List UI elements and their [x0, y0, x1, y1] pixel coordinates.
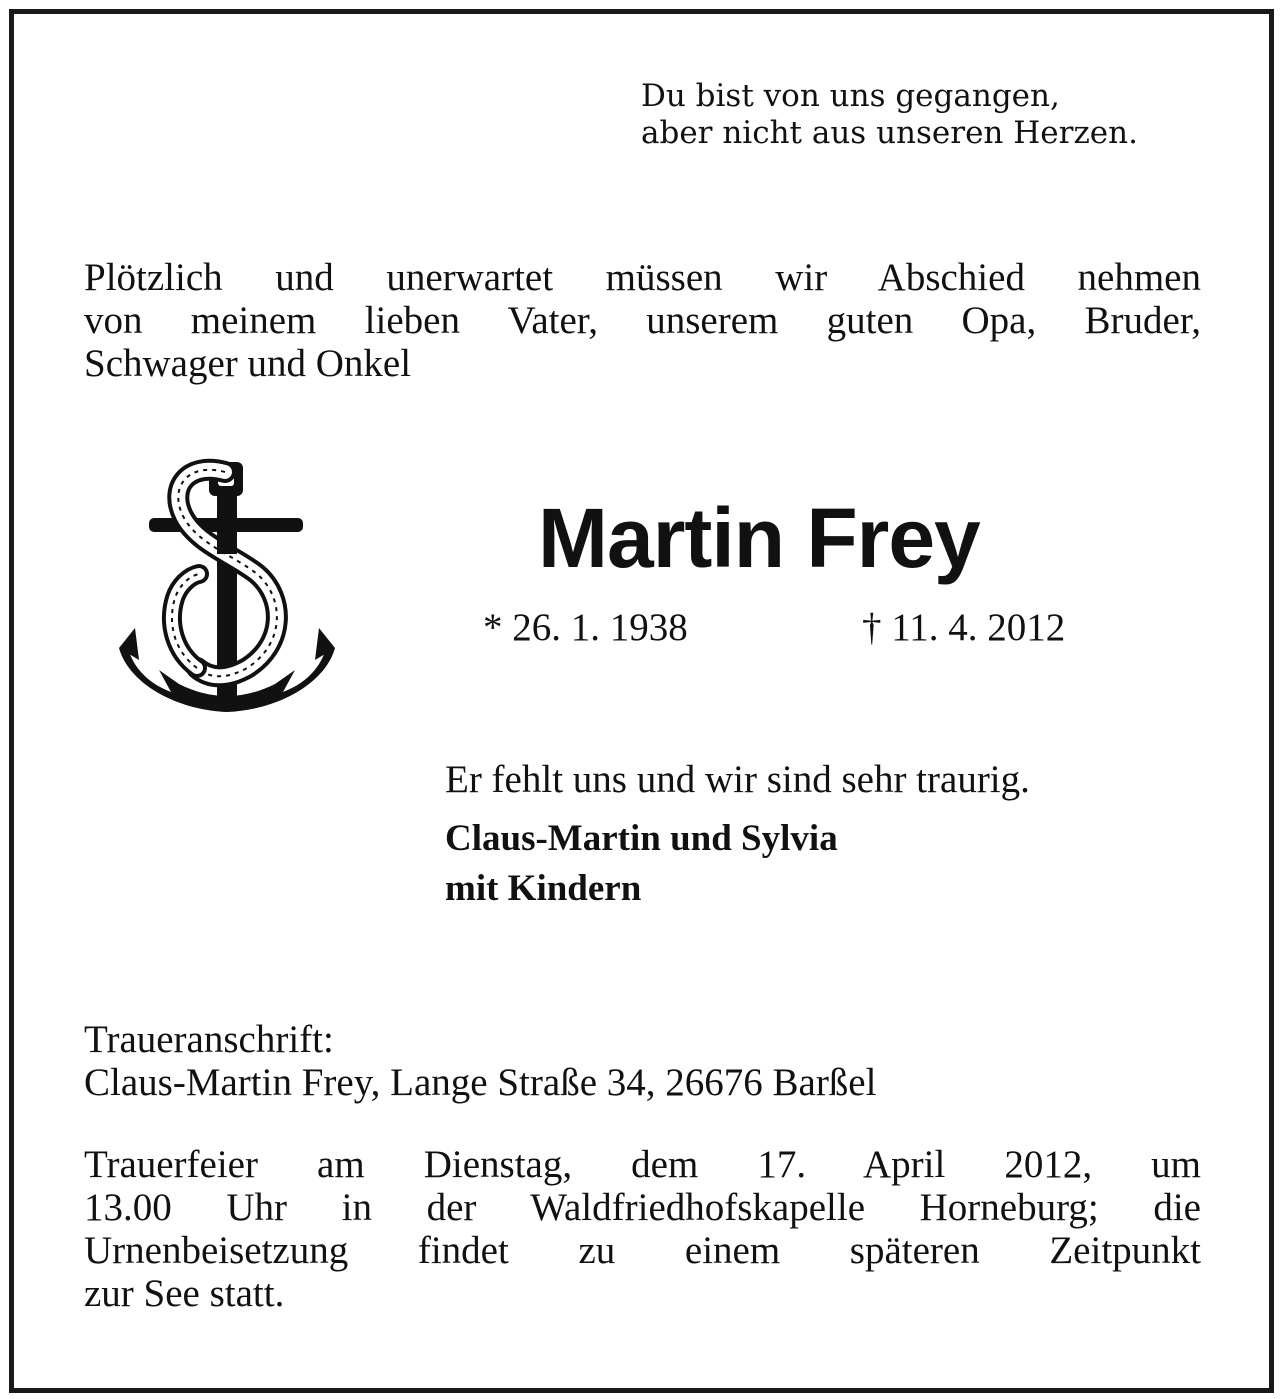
- anchor-with-rope-icon: [117, 448, 339, 720]
- death-date: † 11. 4. 2012: [862, 606, 1066, 649]
- ceremony-line: Trauerfeier am Dienstag, dem 17. April 2012, um: [84, 1143, 1201, 1186]
- intro-line: von meinem lieben Vater, unserem guten Opa, Bruder,: [84, 299, 1201, 342]
- ceremony-line: Urnenbeisetzung findet zu einem späteren Zeitpunkt: [84, 1229, 1201, 1272]
- motto-line: Du bist von uns gegangen,: [641, 78, 1060, 114]
- motto-line: aber nicht aus unseren Herzen.: [641, 115, 1138, 151]
- family-line: Claus-Martin und Sylvia: [445, 818, 838, 859]
- mourning-sentence: Er fehlt uns und wir sind sehr traurig.: [445, 758, 1030, 801]
- address-value: Claus-Martin Frey, Lange Straße 34, 26676 Barßel: [84, 1061, 877, 1104]
- family-signature: [445, 814, 838, 914]
- ceremony-line: zur See statt.: [84, 1272, 285, 1315]
- ceremony-text: [84, 1143, 1201, 1315]
- family-line: mit Kindern: [445, 868, 642, 909]
- intro-text: [84, 256, 1201, 385]
- ceremony-line: 13.00 Uhr in der Waldfriedhofskapelle Horneburg; die: [84, 1186, 1201, 1229]
- address-label: Traueranschrift:: [84, 1018, 334, 1061]
- motto: [641, 78, 1138, 152]
- intro-line: Schwager und Onkel: [84, 342, 412, 385]
- deceased-name: Martin Frey: [538, 491, 980, 585]
- birth-date: * 26. 1. 1938: [483, 606, 688, 649]
- mourning-address: [84, 1018, 876, 1104]
- intro-line: Plötzlich und unerwartet müssen wir Abschied nehmen: [84, 256, 1201, 299]
